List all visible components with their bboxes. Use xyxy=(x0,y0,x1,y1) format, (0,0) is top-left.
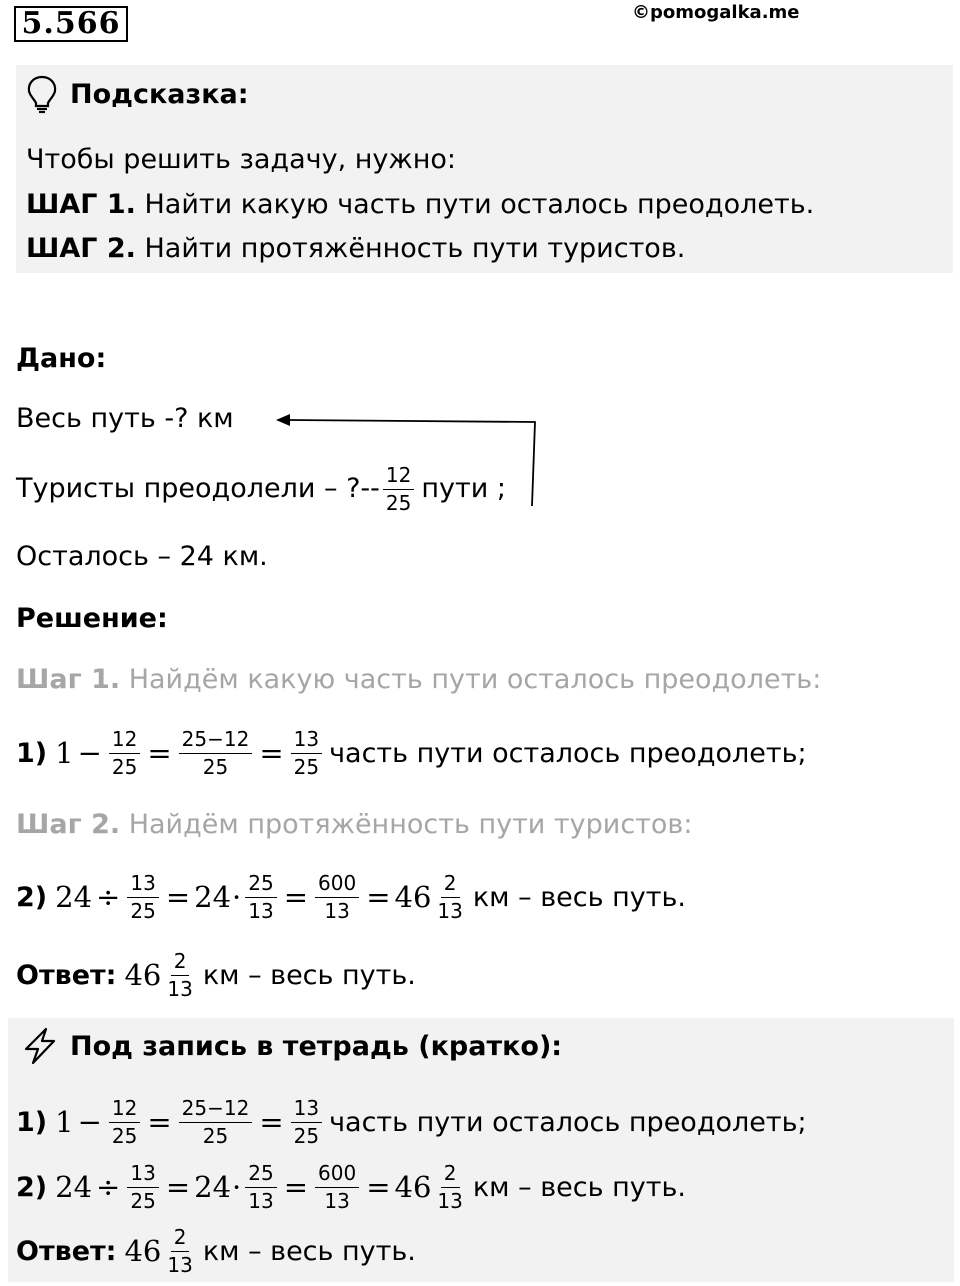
frac-num: 600 xyxy=(315,1162,359,1188)
frac-den: 13 xyxy=(324,1188,350,1213)
frac-num: 12 xyxy=(109,728,140,754)
eq1-minus: − xyxy=(77,1105,102,1139)
eq2-frac-4 xyxy=(434,872,465,923)
frac-num: 2 xyxy=(441,872,460,898)
notes-equation-1 xyxy=(16,1089,807,1155)
eq2-frac-2 xyxy=(245,1162,276,1213)
eq1-tail: часть пути осталось преодолеть; xyxy=(329,737,807,769)
eq1-frac-2 xyxy=(179,1097,253,1148)
eq2-b: 24 xyxy=(194,880,232,914)
eq2-b: 24 xyxy=(194,1170,232,1204)
eq2-divide: ÷ xyxy=(96,1170,121,1204)
eq1-equals-1: = xyxy=(147,1105,172,1139)
equation-1 xyxy=(16,720,807,786)
frac-den: 13 xyxy=(167,1252,193,1277)
answer-tail: км – весь путь. xyxy=(202,1235,416,1267)
hint-step1-text: Найти какую часть пути осталось преодолеть. xyxy=(135,189,815,220)
frac-num: 12 xyxy=(109,1097,140,1123)
given-line1: Весь путь -? км xyxy=(16,403,234,434)
eq1-one: 1 xyxy=(55,736,74,770)
frac-den: 13 xyxy=(248,1188,274,1213)
given-line2-prefix: Туристы преодолели – ?-- xyxy=(16,473,380,504)
problem-number: 5.566 xyxy=(14,6,128,42)
eq2-frac-2 xyxy=(245,872,276,923)
hint-step1-label: ШАГ 1. xyxy=(26,189,136,220)
frac-den: 25 xyxy=(111,754,138,779)
frac-num: 2 xyxy=(441,1162,460,1188)
given-line3: Осталось – 24 км. xyxy=(16,541,268,572)
eq1-frac-1 xyxy=(109,1097,140,1148)
solution-step2-text: Найдём протяжённость пути туристов: xyxy=(120,809,693,840)
frac-num: 13 xyxy=(127,1162,158,1188)
frac-den: 25 xyxy=(130,898,156,923)
eq2-label: 2) xyxy=(16,881,48,913)
eq1-equals-2: = xyxy=(259,1105,284,1139)
eq2-frac-3 xyxy=(315,872,359,923)
eq1-frac-3 xyxy=(291,1097,322,1148)
frac-den: 13 xyxy=(324,898,350,923)
frac-den: 25 xyxy=(293,1123,320,1148)
solution-title: Решение: xyxy=(16,603,168,634)
frac-num: 2 xyxy=(171,1226,190,1252)
answer-line xyxy=(16,942,416,1008)
eq2-tail: км – весь путь. xyxy=(472,1171,686,1203)
solution-step2-label: Шаг 2. xyxy=(16,809,121,840)
answer-label: Ответ: xyxy=(16,1235,117,1267)
arrow-left-icon xyxy=(270,408,550,518)
solution-step1-text: Найдём какую часть пути осталось преодолеть: xyxy=(120,664,822,695)
eq2-frac-1 xyxy=(127,872,158,923)
hint-title: Подсказка: xyxy=(70,79,249,110)
frac-den: 25 xyxy=(202,754,229,779)
frac-num: 25 xyxy=(245,1162,276,1188)
notes-equation-2 xyxy=(16,1154,686,1220)
eq1-frac-3 xyxy=(291,728,322,779)
solution-step1-label: Шаг 1. xyxy=(16,664,121,695)
frac-den: 13 xyxy=(437,898,463,923)
frac-den: 13 xyxy=(167,976,193,1001)
copyright: ©pomogalka.me xyxy=(632,2,800,23)
eq1-one: 1 xyxy=(55,1105,74,1139)
eq1-frac-1 xyxy=(109,728,140,779)
eq1-frac-2 xyxy=(179,728,253,779)
frac-num: 13 xyxy=(291,1097,322,1123)
eq1-equals-1: = xyxy=(147,736,172,770)
hint-intro: Чтобы решить задачу, нужно: xyxy=(26,144,456,175)
eq1-label: 1) xyxy=(16,1106,48,1138)
eq2-equals-2: = xyxy=(283,880,309,914)
hint-step2 xyxy=(26,232,685,266)
answer-frac xyxy=(164,1226,195,1277)
eq2-equals-1: = xyxy=(165,1170,191,1204)
eq2-equals-3: = xyxy=(366,880,391,914)
eq2-whole: 46 xyxy=(394,1170,432,1204)
frac-num: 25 xyxy=(245,872,276,898)
eq2-equals-1: = xyxy=(165,880,191,914)
hint-step2-label: ШАГ 2. xyxy=(26,233,136,264)
frac-num: 25−12 xyxy=(179,728,253,754)
frac-num: 12 xyxy=(383,464,414,490)
frac-den: 13 xyxy=(437,1188,463,1213)
eq2-a: 24 xyxy=(55,880,93,914)
frac-num: 13 xyxy=(127,872,158,898)
answer-frac xyxy=(164,950,195,1001)
frac-den: 25 xyxy=(202,1123,229,1148)
eq2-tail: км – весь путь. xyxy=(472,881,686,913)
eq1-equals-2: = xyxy=(259,736,284,770)
frac-num: 2 xyxy=(171,950,190,976)
notes-answer-line xyxy=(16,1218,416,1284)
frac-den: 25 xyxy=(130,1188,156,1213)
frac-den: 25 xyxy=(111,1123,138,1148)
eq2-equals-2: = xyxy=(283,1170,309,1204)
solution-step2 xyxy=(16,808,692,842)
frac-den: 13 xyxy=(248,898,274,923)
notes-title: Под запись в тетрадь (кратко): xyxy=(70,1031,563,1062)
eq2-frac-3 xyxy=(315,1162,359,1213)
given-line2-suffix: пути ; xyxy=(421,473,506,504)
eq1-label: 1) xyxy=(16,737,48,769)
eq2-a: 24 xyxy=(55,1170,93,1204)
eq2-frac-1 xyxy=(127,1162,158,1213)
equation-2 xyxy=(16,864,686,930)
frac-den: 25 xyxy=(293,754,320,779)
eq2-equals-3: = xyxy=(366,1170,391,1204)
answer-whole: 46 xyxy=(124,958,162,992)
solution-step1 xyxy=(16,663,821,697)
hint-step1 xyxy=(26,188,814,222)
given-title: Дано: xyxy=(16,343,107,374)
frac-num: 25−12 xyxy=(179,1097,253,1123)
eq2-divide: ÷ xyxy=(96,880,121,914)
hint-step2-text: Найти протяжённость пути туристов. xyxy=(135,233,686,264)
frac-num: 13 xyxy=(291,728,322,754)
frac-num: 600 xyxy=(315,872,359,898)
eq1-minus: − xyxy=(77,736,102,770)
eq2-dot: · xyxy=(232,880,242,914)
lightbulb-icon xyxy=(24,74,60,114)
eq2-frac-4 xyxy=(434,1162,465,1213)
frac-den: 25 xyxy=(385,490,412,515)
eq1-tail: часть пути осталось преодолеть; xyxy=(329,1106,807,1138)
eq2-dot: · xyxy=(232,1170,242,1204)
answer-tail: км – весь путь. xyxy=(202,959,416,991)
eq2-label: 2) xyxy=(16,1171,48,1203)
lightning-icon xyxy=(20,1026,60,1066)
answer-label: Ответ: xyxy=(16,959,117,991)
eq2-whole: 46 xyxy=(394,880,432,914)
answer-whole: 46 xyxy=(124,1234,162,1268)
